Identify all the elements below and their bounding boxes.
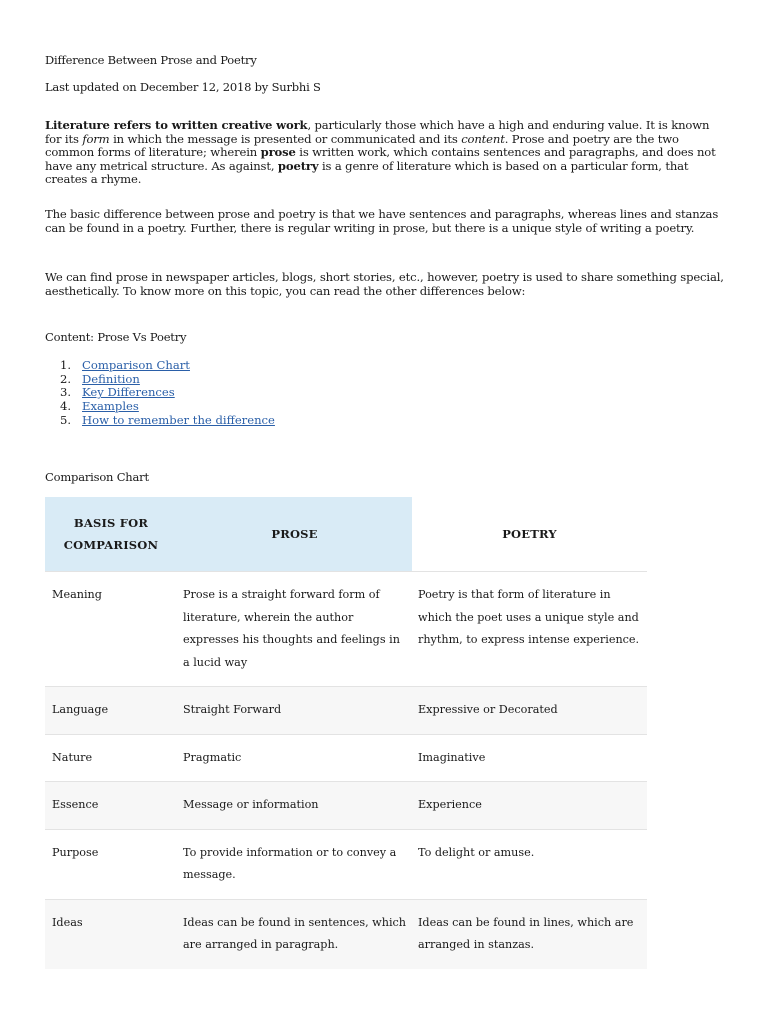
toc-item-number: 2.: [60, 371, 72, 386]
intro-paragraph-1: [45, 119, 725, 187]
poetry-cell: Imaginative: [412, 734, 647, 782]
basis-cell: Essence: [45, 782, 177, 830]
toc-item-number: 4.: [60, 399, 72, 414]
poetry-cell: Poetry is that form of literature in which the poet uses a unique style and rhythm, to express intense experience.: [412, 572, 647, 687]
p1-italic-content: content: [461, 131, 505, 146]
p1-bold-poetry: poetry: [277, 158, 319, 173]
table-of-contents: [45, 359, 275, 428]
toc-link-key-differences[interactable]: Key Differences: [82, 385, 175, 400]
p1-italic-form: form: [82, 131, 110, 146]
basis-cell: Ideas: [45, 899, 177, 969]
toc-link-examples[interactable]: Examples: [82, 399, 139, 414]
toc-heading: Content: Prose Vs Poetry: [45, 330, 187, 344]
p1-text-1: , particularly those which have a high and enduring value. It is known for its: [45, 118, 710, 146]
comparison-table: [45, 497, 647, 969]
prose-cell: Straight Forward: [177, 687, 412, 735]
header-poetry: POETRY: [412, 497, 647, 572]
table-row: [45, 782, 647, 830]
poetry-cell: Ideas can be found in lines, which are arranged in stanzas.: [412, 899, 647, 969]
toc-item-number: 3.: [60, 385, 72, 400]
poetry-cell: Experience: [412, 782, 647, 830]
table-row: [45, 899, 647, 969]
basis-cell: Nature: [45, 734, 177, 782]
toc-item-number: 5.: [60, 412, 72, 427]
prose-cell: To provide information or to convey a message.: [177, 829, 412, 899]
table-row: [45, 734, 647, 782]
p1-text-2: in which the message is presented or communicated and its: [109, 131, 462, 146]
toc-item-number: 1.: [60, 358, 72, 372]
toc-item-examples: [45, 400, 275, 414]
toc-item-how-to-remember: [45, 414, 275, 428]
table-row: [45, 572, 647, 687]
toc-link-comparison-chart[interactable]: Comparison Chart: [82, 358, 190, 372]
basis-cell: Purpose: [45, 829, 177, 899]
header-basis-line-2: COMPARISON: [63, 538, 159, 552]
basis-cell: Language: [45, 687, 177, 735]
intro-paragraph-2: The basic difference between prose and poetry is that we have sentences and paragraphs, whereas lines and stanzas can be found in a poetry. Further, there is regular writing in prose, but there is a unique style of writing a poetry.: [45, 207, 719, 235]
toc-item-key-differences: [45, 386, 275, 400]
p1-bold-prose: prose: [260, 145, 296, 160]
toc-item-comparison-chart: [45, 359, 275, 373]
basis-cell: Meaning: [45, 572, 177, 687]
prose-cell: Ideas can be found in sentences, which are arranged in paragraph.: [177, 899, 412, 969]
intro-paragraph-3: We can find prose in newspaper articles, blogs, short stories, etc., however, poetry is used to share something special, aesthetically. To know more on this topic, you can read the other differences below:: [45, 270, 724, 298]
header-prose: PROSE: [177, 497, 412, 572]
poetry-cell: To delight or amuse.: [412, 829, 647, 899]
poetry-cell: Expressive or Decorated: [412, 687, 647, 735]
table-row: [45, 829, 647, 899]
p1-text-3: . Prose and poetry are the two common forms of literature; wherein: [45, 131, 679, 160]
p1-text-4: is written work, which contains sentences and paragraphs, and does not have any metrical structure. As against,: [45, 145, 716, 173]
table-row: [45, 687, 647, 735]
toc-item-definition: [45, 373, 275, 387]
last-updated-line: Last updated on December 12, 2018 by Surbhi S: [45, 80, 321, 94]
header-basis-line-1: BASIS FOR: [73, 515, 149, 530]
literature-definition-lead: Literature refers to written creative work: [45, 118, 308, 132]
prose-cell: Pragmatic: [177, 734, 412, 782]
comparison-chart-heading: Comparison Chart: [45, 470, 149, 484]
prose-cell: Prose is a straight forward form of literature, wherein the author expresses his thoughts and feelings in a lucid way: [177, 572, 412, 687]
table-header-row: [45, 497, 647, 572]
toc-link-how-to-remember[interactable]: How to remember the difference: [82, 412, 275, 427]
article-title: Difference Between Prose and Poetry: [45, 53, 257, 67]
p1-text-5: is a genre of literature which is based on a particular form, that creates a rhyme.: [45, 158, 689, 187]
header-basis-for-comparison: [45, 497, 177, 572]
prose-cell: Message or information: [177, 782, 412, 830]
toc-link-definition[interactable]: Definition: [82, 371, 140, 386]
